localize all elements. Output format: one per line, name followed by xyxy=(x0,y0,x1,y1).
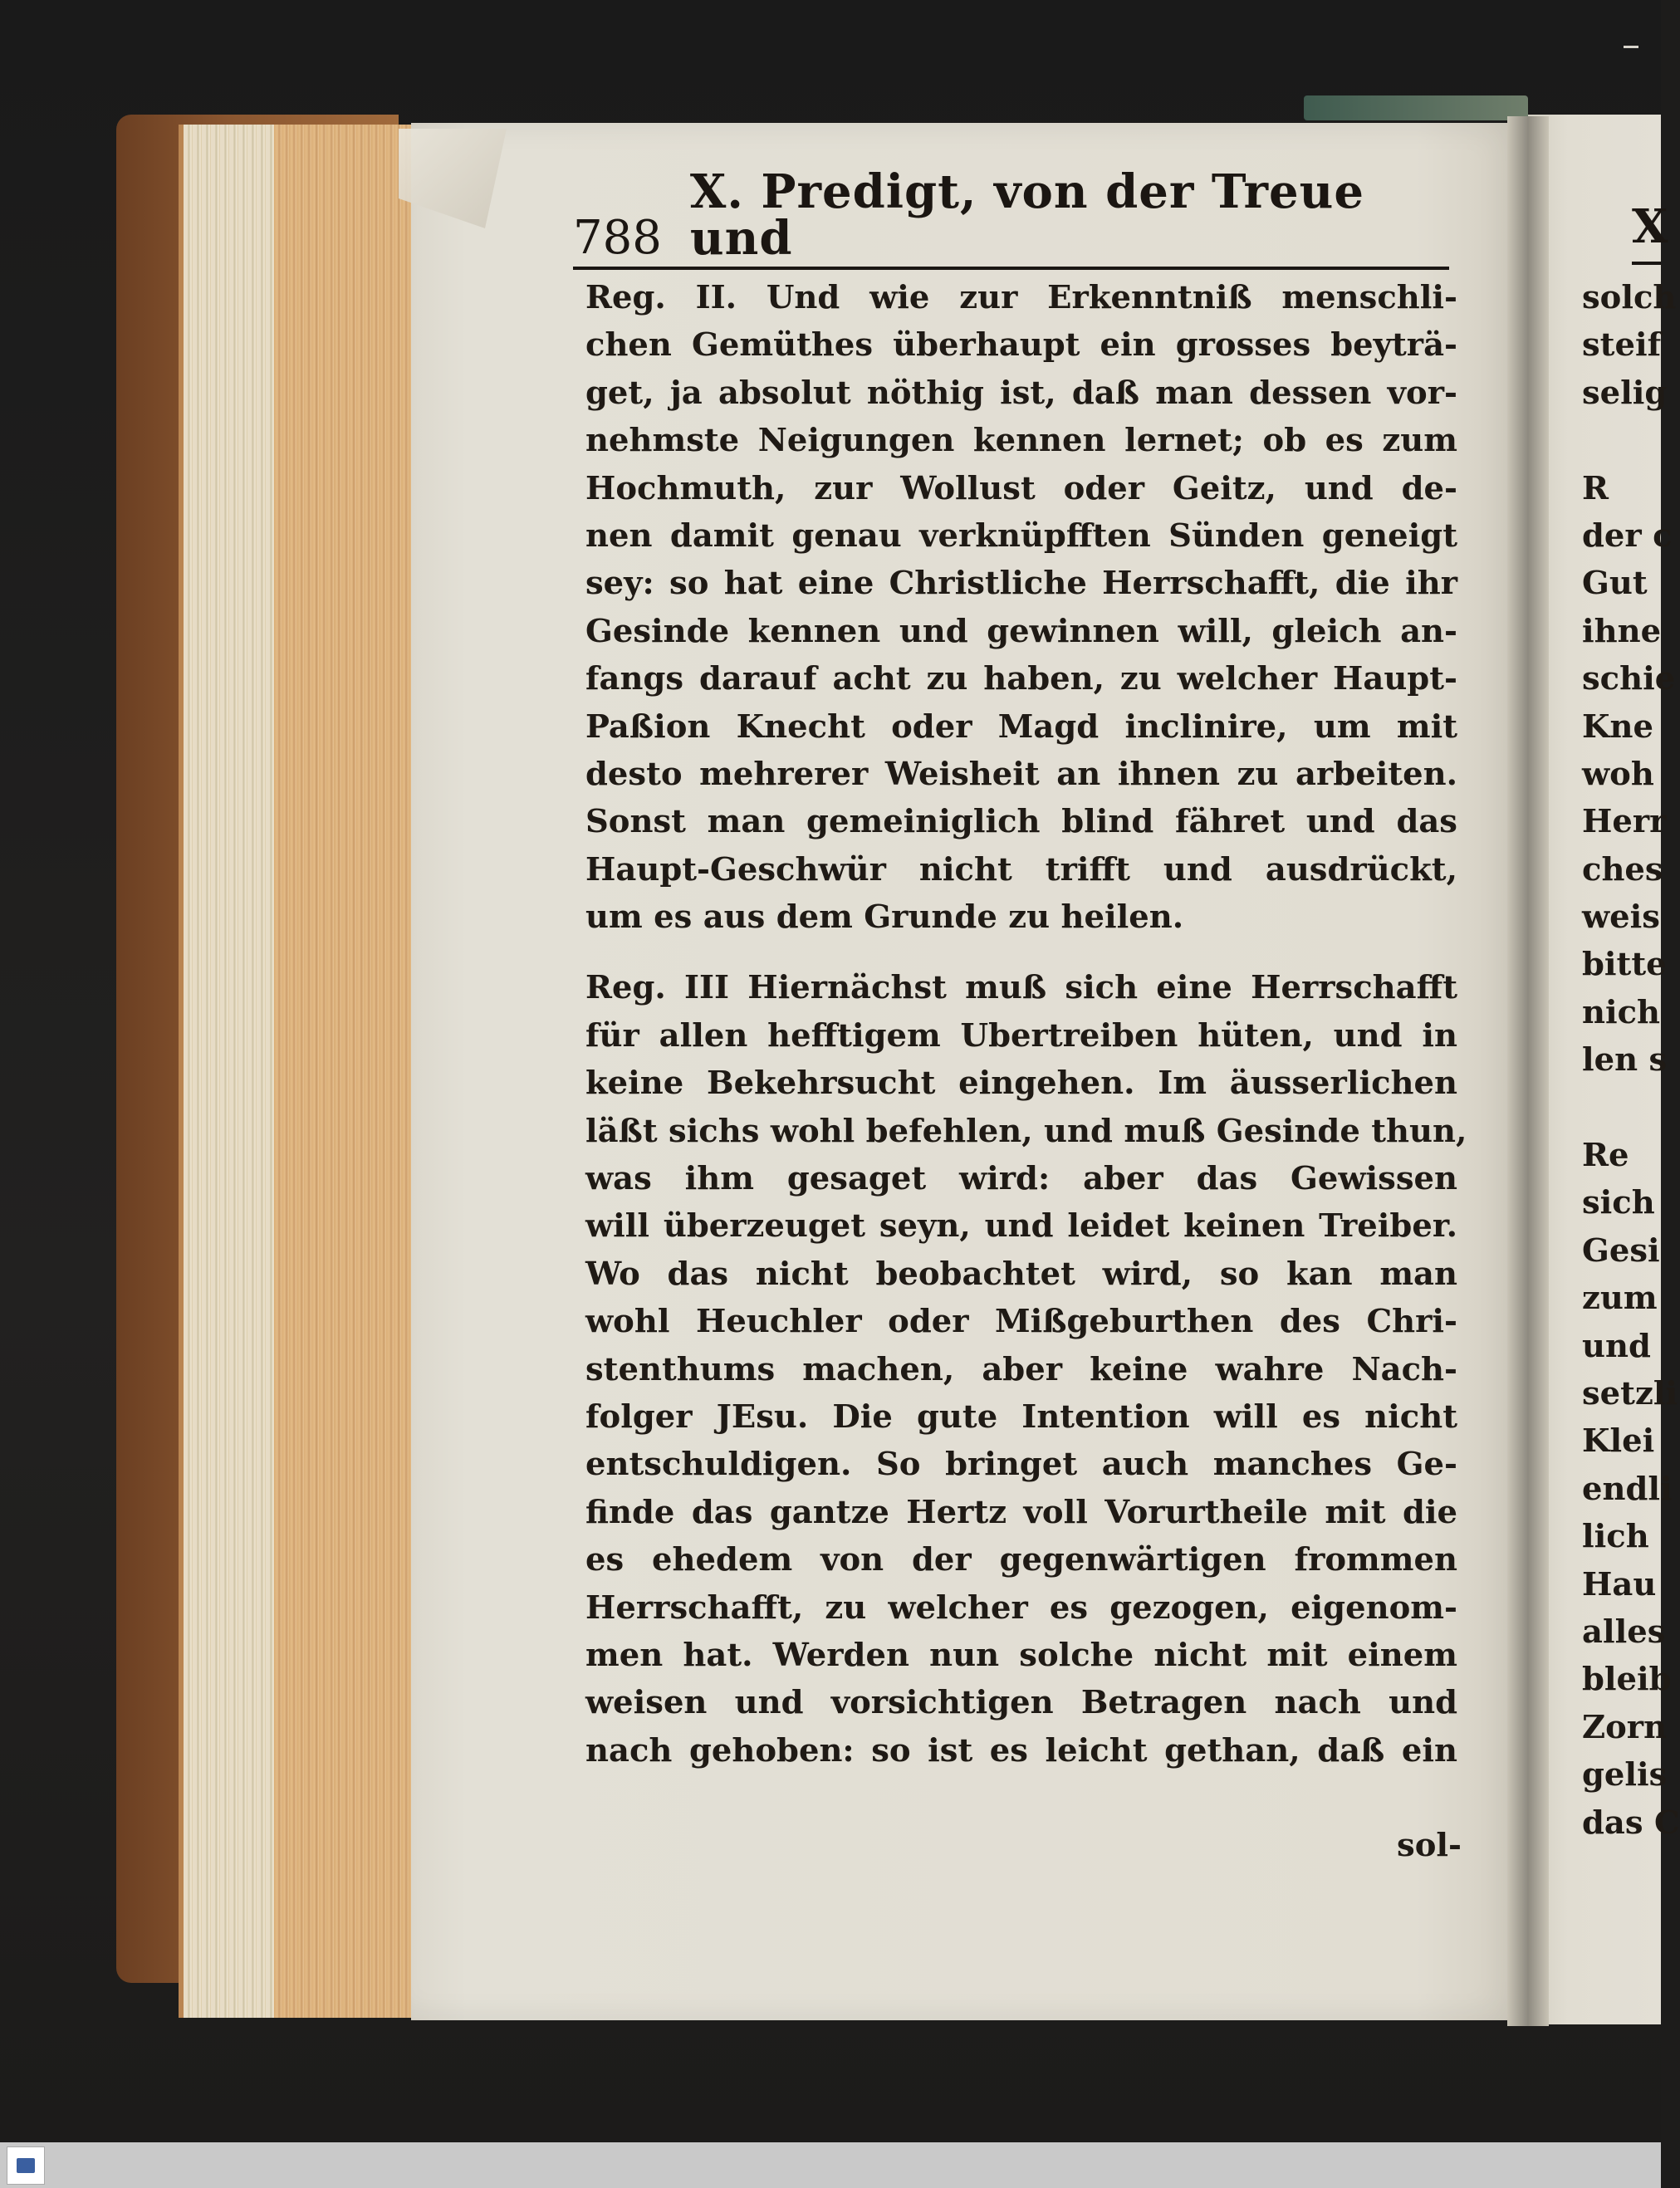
right-page-line: Gesi xyxy=(1582,1231,1660,1270)
text-line: Herrschafft, zu welcher es gezogen, eigenom- xyxy=(585,1588,1457,1627)
text-line: für allen hefftigem Ubertreiben hüten, und in xyxy=(585,1016,1457,1055)
text-line: Hochmuth, zur Wollust oder Geitz, und de- xyxy=(585,469,1457,507)
right-page-line: woh xyxy=(1582,755,1654,793)
logo-mark xyxy=(17,2158,35,2173)
text-line: Reg. II. Und wie zur Erkenntniß menschli- xyxy=(585,279,1457,316)
corner-mark xyxy=(1624,46,1638,48)
running-head: X. Predigt, von der Treue und xyxy=(689,164,1364,266)
library-logo-icon xyxy=(7,2146,45,2185)
body-text xyxy=(585,274,1467,1774)
right-page-line: zum xyxy=(1582,1280,1658,1318)
paragraph-reg-3 xyxy=(585,964,1467,1774)
text-line: Gesinde kennen und gewinnen will, gleich an- xyxy=(585,612,1457,650)
text-line: entschuldigen. So bringet auch manches Ge- xyxy=(585,1446,1457,1484)
text-line: nach gehoben: so ist es leicht gethan, daß ein xyxy=(585,1731,1457,1769)
text-line: nehmste Neigungen kennen lernet; ob es zum xyxy=(585,422,1457,460)
right-page-line: ches xyxy=(1582,850,1663,888)
right-page-header: X xyxy=(1632,199,1661,265)
right-page-line: Herr xyxy=(1582,803,1667,841)
text-line: will überzeuget seyn, und leidet keinen Treiber. xyxy=(585,1207,1457,1246)
book-gutter xyxy=(1507,116,1549,2026)
text-line: men hat. Werden nun solche nicht mit einem xyxy=(585,1636,1457,1674)
right-page-line: Re xyxy=(1582,1137,1629,1175)
viewer-bottom-bar xyxy=(0,2142,1661,2188)
right-page-line: Hau xyxy=(1582,1565,1657,1603)
right-page-line: selig xyxy=(1582,374,1668,412)
right-page-line: steif xyxy=(1582,326,1662,365)
right-page-line xyxy=(1582,417,1661,464)
text-line: stenthums machen, aber keine wahre Nach- xyxy=(585,1350,1457,1388)
text-line: was ihm gesaget wird: aber das Gewissen xyxy=(585,1160,1457,1198)
right-page-line: und xyxy=(1582,1327,1651,1365)
right-page-line: solch xyxy=(1582,279,1677,316)
right-page-line: lich xyxy=(1582,1518,1649,1556)
text-line: läßt sichs wohl befehlen, und muß Gesinde thun, xyxy=(585,1112,1467,1150)
right-page-line: das C xyxy=(1582,1804,1680,1842)
text-line: finde das gantze Hertz voll Vorurtheile mit die xyxy=(585,1493,1457,1531)
right-page-line: R xyxy=(1582,469,1609,507)
right-page-line: Kne xyxy=(1582,707,1653,746)
right-page-line: bitte xyxy=(1582,946,1667,984)
right-page-line: Gut xyxy=(1582,565,1648,603)
right-page-line: nich xyxy=(1582,993,1661,1031)
paragraph-reg-2 xyxy=(585,274,1457,941)
text-line: desto mehrerer Weisheit an ihnen zu arbeiten. xyxy=(585,755,1457,793)
catchword: sol- xyxy=(1397,1827,1462,1864)
text-line: wohl Heuchler oder Mißgeburthen des Chri- xyxy=(585,1303,1457,1341)
text-line: fangs darauf acht zu haben, zu welcher Haupt- xyxy=(585,660,1457,698)
right-page-line: weis xyxy=(1582,898,1660,937)
right-page-line: Zorn xyxy=(1582,1708,1668,1746)
text-line: um es aus dem Grunde zu heilen. xyxy=(585,898,1184,937)
text-line: get, ja absolut nöthig ist, daß man dessen vor- xyxy=(585,374,1457,412)
right-page-line: endli xyxy=(1582,1470,1673,1508)
text-line: Sonst man gemeiniglich blind fähret und das xyxy=(585,803,1457,841)
right-page-line: gelis xyxy=(1582,1756,1668,1794)
text-line: nen damit genau verknüpfften Sünden geneigt xyxy=(585,516,1457,555)
right-page-line xyxy=(1582,1084,1661,1132)
right-page-line: len s xyxy=(1582,1041,1668,1079)
text-line: keine Bekehrsucht eingehen. Im äusserlichen xyxy=(585,1065,1457,1103)
right-page-line: Klei xyxy=(1582,1422,1655,1461)
text-line: Paßion Knecht oder Magd inclinire, um mit xyxy=(585,707,1457,746)
text-line: chen Gemüthes überhaupt ein grosses beyträ- xyxy=(585,326,1457,365)
text-line: es ehedem von der gegenwärtigen frommen xyxy=(585,1541,1457,1579)
right-page-line: setzli xyxy=(1582,1374,1678,1412)
right-page-line: sich xyxy=(1582,1184,1655,1222)
page-edges-colored xyxy=(274,125,411,2018)
right-page-line: der c xyxy=(1582,516,1673,555)
right-page-text xyxy=(1582,274,1680,1847)
right-page-line: ihne xyxy=(1582,612,1662,650)
text-line: Wo das nicht beobachtet wird, so kan man xyxy=(585,1255,1457,1293)
right-page-line: schie xyxy=(1582,660,1676,698)
page-number: 788 xyxy=(573,211,662,265)
right-page-line: bleib xyxy=(1582,1661,1672,1699)
paragraph-gap xyxy=(585,941,1457,964)
page-header xyxy=(573,164,1449,270)
text-line: weisen und vorsichtigen Betragen nach und xyxy=(585,1684,1457,1722)
right-page-line: alles xyxy=(1582,1613,1666,1651)
text-line: Reg. III Hiernächst muß sich eine Herrschafft xyxy=(585,969,1457,1007)
headband xyxy=(1304,95,1528,120)
text-line: folger JEsu. Die gute Intention will es nicht xyxy=(585,1397,1457,1436)
text-line: sey: so hat eine Christliche Herrschafft, die ihr xyxy=(585,565,1457,603)
text-line: Haupt-Geschwür nicht trifft und ausdrückt, xyxy=(585,850,1457,888)
